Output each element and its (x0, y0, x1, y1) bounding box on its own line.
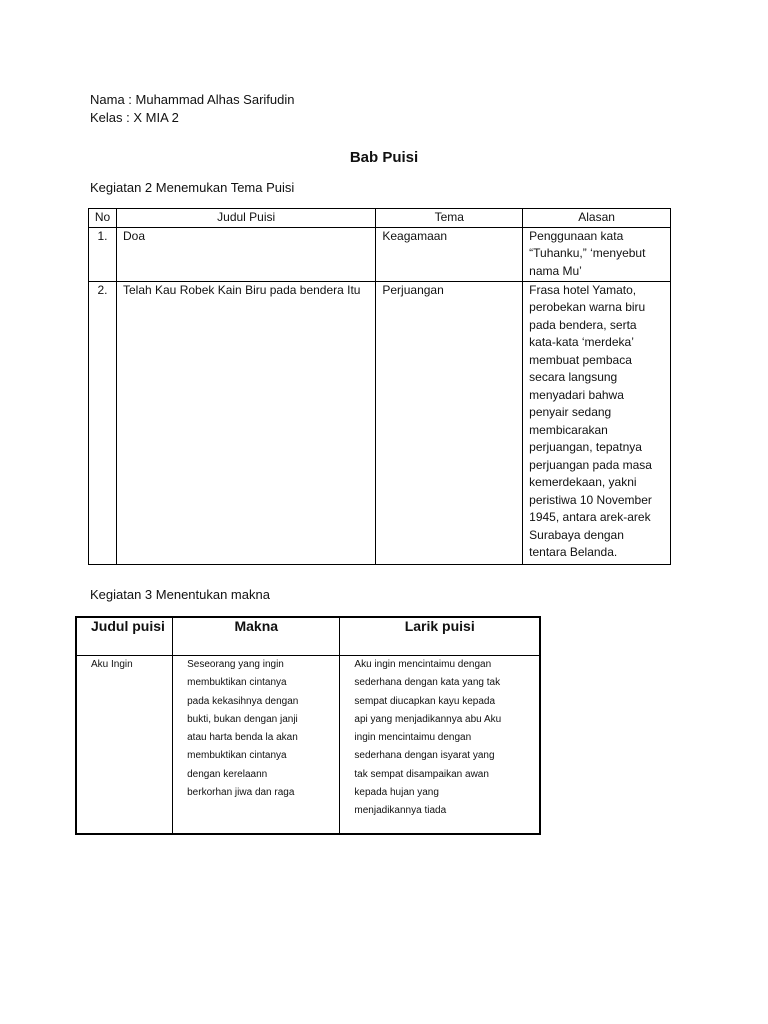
cell-line: tentara Belanda. (529, 545, 618, 559)
cell-line: “Tuhanku,” ‘menyebut (529, 246, 646, 260)
cell-line: ingin mencintaimu dengan (354, 732, 472, 744)
cell-line: perobekan warna biru (529, 300, 646, 314)
table-row (76, 656, 540, 834)
cell-line: membuat pembaca (529, 352, 632, 367)
cell-judul: Aku Ingin (76, 656, 173, 834)
cell-line: sempat diucapkan kayu kepada (354, 695, 496, 707)
cell-tema: Keagamaan (376, 227, 523, 281)
table-header-row (89, 209, 671, 228)
cell-line: Aku ingin mencintaimu dengan (354, 659, 492, 670)
cell-line: membuktikan cintanya (187, 750, 287, 762)
cell-line: secara langsung (529, 370, 618, 384)
cell-line: membicarakan (529, 422, 608, 437)
cell-line: membuktikan cintanya (187, 677, 287, 689)
section-heading-kegiatan-3: Kegiatan 3 Menentukan makna (90, 587, 270, 602)
cell-makna (173, 656, 340, 834)
cell-line: api yang menjadikannya abu Aku (354, 713, 502, 725)
column-header: Makna (173, 617, 340, 656)
cell-no: 2. (89, 281, 117, 564)
column-header: No (89, 209, 117, 228)
cell-line: perjuangan pada masa (529, 457, 652, 472)
cell-line: menyadari bahwa (529, 387, 624, 402)
cell-line: sederhana dengan kata yang tak (354, 677, 501, 689)
cell-larik (340, 656, 540, 834)
student-class: Kelas : X MIA 2 (90, 110, 179, 125)
column-header: Judul Puisi (116, 209, 375, 228)
cell-line: Penggunaan kata (529, 228, 624, 243)
cell-no: 1. (89, 227, 117, 281)
column-header: Tema (376, 209, 523, 228)
table-row (89, 227, 671, 281)
cell-line: pada bendera, serta (529, 317, 637, 332)
cell-line: dengan kerelaann (187, 768, 268, 780)
cell-line: nama Mu’ (529, 263, 582, 278)
cell-line: kata-kata ‘merdeka’ (529, 335, 634, 349)
page-title: Bab Puisi (349, 149, 419, 166)
cell-line: penyair sedang (529, 405, 612, 419)
cell-alasan (523, 281, 671, 564)
cell-line: tak sempat disampaikan awan (354, 768, 489, 780)
column-header: Larik puisi (340, 617, 540, 656)
cell-line: 1945, antara arek-arek (529, 510, 651, 524)
cell-line: kemerdekaan, yakni (529, 475, 637, 489)
student-name: Nama : Muhammad Alhas Sarifudin (90, 92, 295, 107)
cell-line: menjadikannya tiada (354, 805, 447, 817)
cell-alasan (523, 227, 671, 281)
cell-line: atau harta benda la akan (187, 732, 298, 744)
column-header: Alasan (523, 209, 671, 228)
section-heading-kegiatan-2: Kegiatan 2 Menemukan Tema Puisi (90, 180, 295, 195)
cell-line: sederhana dengan isyarat yang (354, 750, 495, 762)
meaning-table (75, 616, 541, 835)
cell-judul: Doa (116, 227, 375, 281)
theme-table (88, 208, 671, 565)
cell-line: peristiwa 10 November (529, 492, 652, 507)
cell-line: perjuangan, tepatnya (529, 440, 642, 454)
cell-line: Surabaya dengan (529, 527, 624, 542)
cell-line: pada kekasihnya dengan (187, 695, 299, 707)
cell-judul: Telah Kau Robek Kain Biru pada bendera Itu (116, 281, 375, 564)
table-header-row (76, 617, 540, 656)
cell-line: bukti, bukan dengan janji (187, 713, 298, 725)
cell-tema: Perjuangan (376, 281, 523, 564)
column-header: Judul puisi (76, 617, 173, 656)
cell-line: Seseorang yang ingin (187, 659, 284, 670)
table-row (89, 281, 671, 564)
cell-line: berkorhan jiwa dan raga (187, 787, 295, 799)
cell-line: Frasa hotel Yamato, (529, 282, 637, 297)
cell-line: kepada hujan yang (354, 787, 439, 799)
